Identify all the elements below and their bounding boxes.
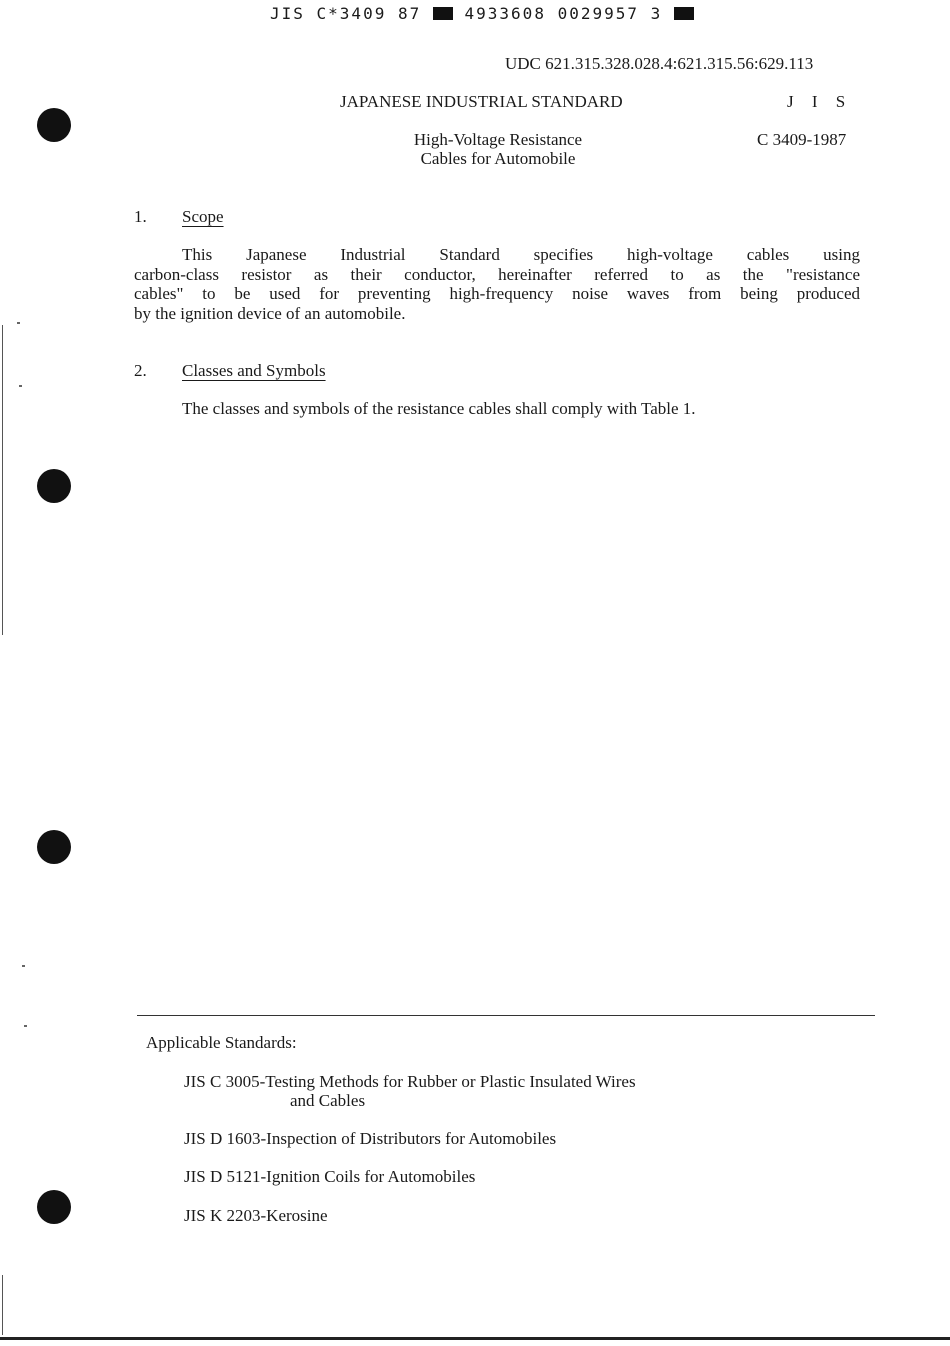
jis-label: J I S	[787, 92, 853, 111]
scan-speck	[19, 385, 22, 387]
punch-hole-mark	[37, 108, 71, 142]
scan-margin-line	[2, 1275, 3, 1335]
punch-hole-mark	[37, 830, 71, 864]
document-title	[382, 130, 614, 168]
punch-hole-mark	[37, 1190, 71, 1224]
document-code-right: 4933608 0029957 3	[464, 4, 663, 23]
paragraph-line: cables" to be used for preventing high-frequency noise waves from being produced	[134, 284, 860, 303]
reference-item: JIS K 2203-Kerosine	[184, 1206, 328, 1225]
section-1-number: 1.	[134, 207, 147, 226]
reference-item: JIS D 1603-Inspection of Distributors for Automobiles	[184, 1129, 557, 1148]
scan-speck	[22, 965, 25, 967]
scan-margin-line	[2, 325, 3, 635]
reference-item: JIS D 5121-Ignition Coils for Automobiles	[184, 1167, 476, 1186]
paragraph-line: by the ignition device of an automobile.	[134, 303, 406, 323]
paragraph-line: This Japanese Industrial Standard specifies high-voltage cables using	[182, 245, 860, 264]
filled-block-mark	[433, 7, 453, 20]
paragraph-line: carbon-class resistor as their conductor, hereinafter referred to as the "resistance	[134, 264, 860, 284]
section-1-title: Scope	[182, 207, 224, 226]
section-1-paragraph	[134, 245, 860, 323]
reference-item: JIS C 3005-Testing Methods for Rubber or Plastic Insulated Wires	[184, 1072, 636, 1091]
document-title-line2: Cables for Automobile	[420, 149, 576, 168]
section-2-paragraph: The classes and symbols of the resistance cables shall comply with Table 1.	[182, 399, 696, 418]
udc-classification: UDC 621.315.328.028.4:621.315.56:629.113	[505, 54, 814, 73]
standard-name: JAPANESE INDUSTRIAL STANDARD	[340, 92, 623, 111]
reference-item-continuation: and Cables	[290, 1091, 366, 1110]
section-2-title: Classes and Symbols	[182, 361, 326, 380]
filled-block-mark	[674, 7, 694, 20]
punch-hole-mark	[37, 469, 71, 503]
document-title-line1: High-Voltage Resistance	[413, 130, 583, 149]
footnote-divider	[137, 1015, 875, 1016]
applicable-standards-heading: Applicable Standards:	[146, 1033, 297, 1052]
scan-speck	[17, 322, 20, 324]
document-code-left: JIS C*3409 87	[270, 4, 422, 23]
scan-speck	[24, 1025, 27, 1027]
standard-number: C 3409-1987	[757, 130, 847, 149]
document-code-header	[270, 4, 694, 23]
section-2-number: 2.	[134, 361, 147, 380]
page-bottom-edge	[0, 1337, 950, 1340]
